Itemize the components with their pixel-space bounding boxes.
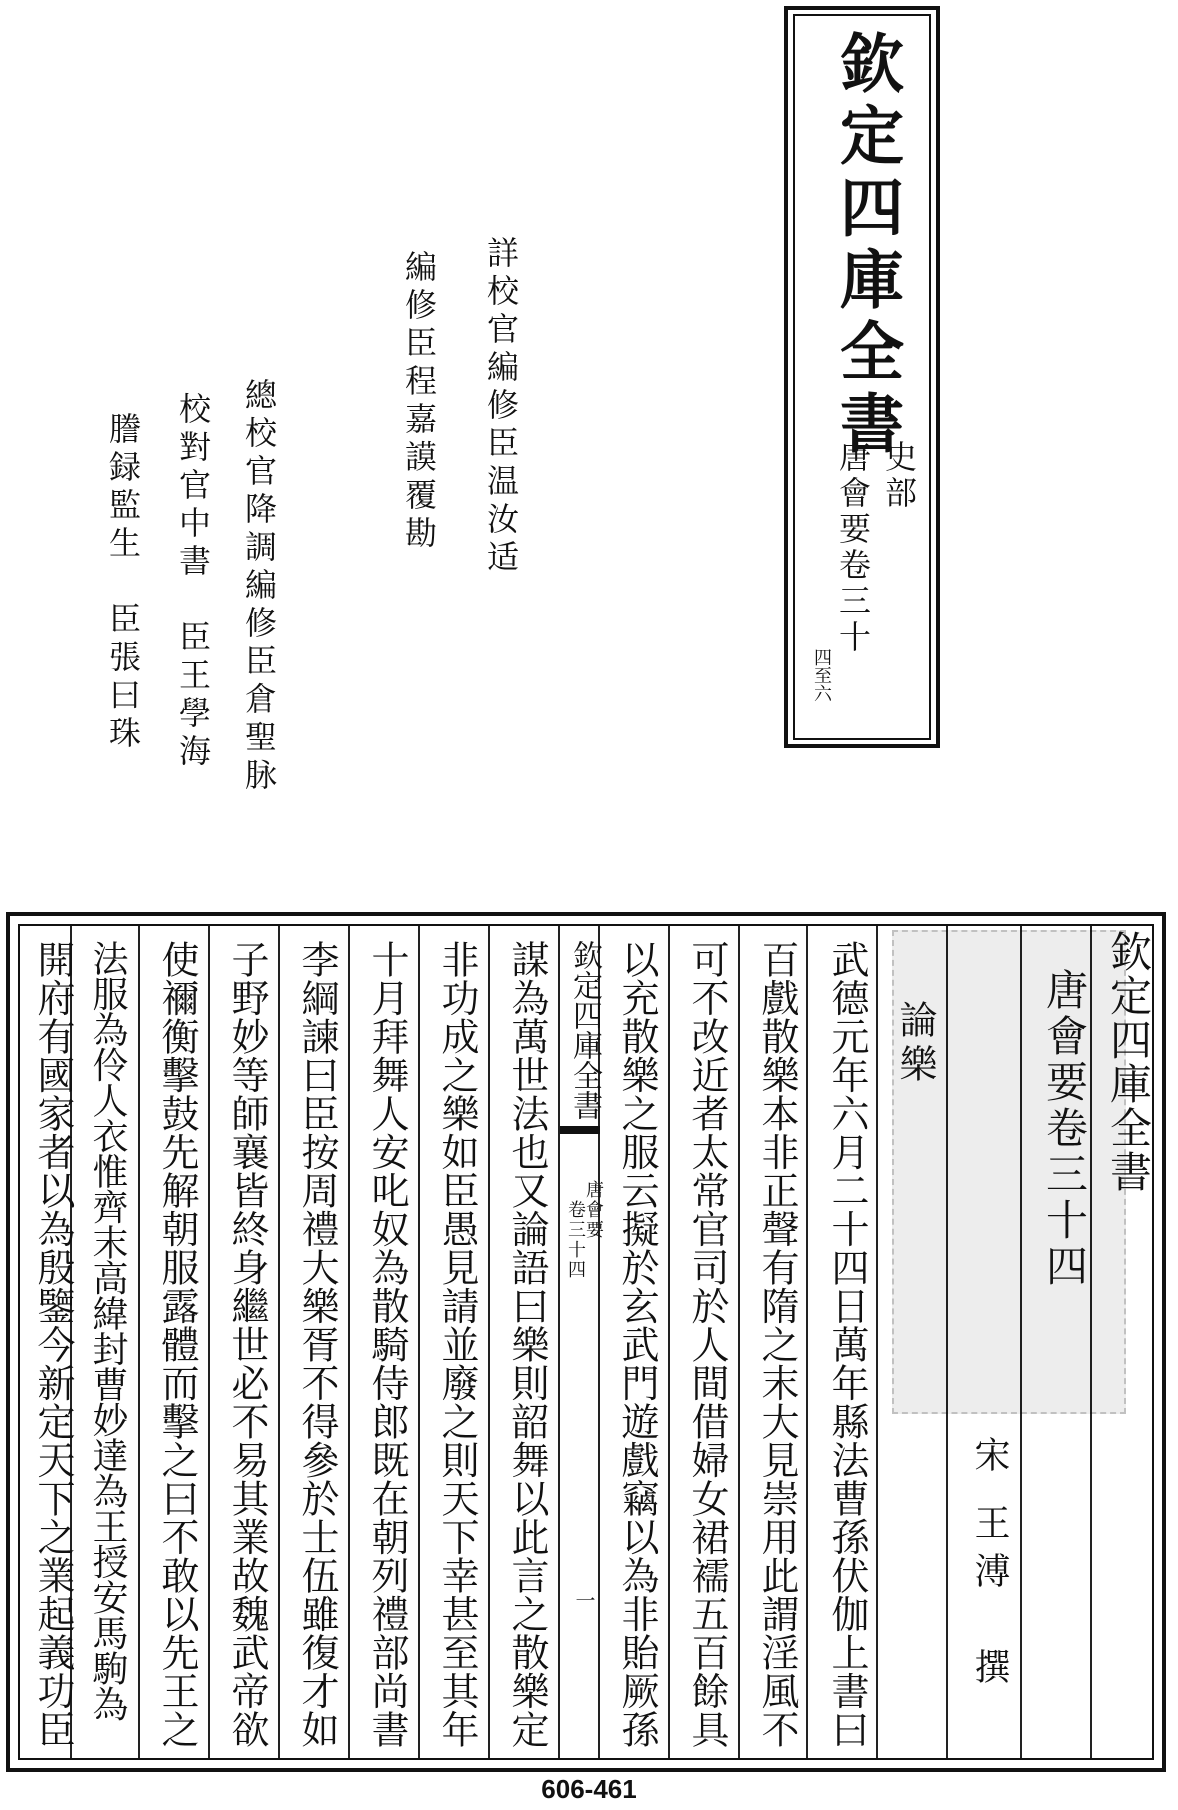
column-rule (738, 926, 740, 1758)
text-line-9: 子野妙等師襄皆終身繼世必不易其業故魏武帝欲 (225, 940, 269, 1749)
center-book-title: 唐會要 (583, 1180, 604, 1240)
author-dynasty: 宋 (969, 1436, 1010, 1472)
column-rule (668, 926, 670, 1758)
column-rule (488, 926, 490, 1758)
cover-category: 史部 (880, 440, 918, 512)
column-rule (348, 926, 350, 1758)
cover-title: 欽定四庫全書 (829, 30, 904, 462)
cover-book-title: 唐會要卷三十 (834, 440, 872, 656)
column-rule (558, 926, 560, 1758)
text-line-7: 十月拜舞人安叱奴為散騎侍郎既在朝列禮部尚書 (365, 940, 409, 1749)
column-rule (278, 926, 280, 1758)
page-volume-title: 唐會要卷三十四 (1040, 968, 1089, 1290)
column-rule (806, 926, 808, 1758)
cover-credit-2: 編修臣程嘉謨覆勘 (400, 250, 438, 554)
cover-credit-4: 校對官中書 臣王學海 (174, 392, 212, 772)
center-page-number: 一 (572, 1590, 596, 1612)
text-line-12: 開府有國家者以為殷鑒今新定天下之業起義功臣 (31, 940, 75, 1749)
center-divider (560, 1126, 600, 1134)
cover-credit-1: 詳校官編修臣温汝适 (482, 236, 520, 578)
text-line-5: 謀為萬世法也又論語曰樂則韶舞以此言之散樂定 (505, 940, 549, 1749)
column-rule (208, 926, 210, 1758)
column-rule (876, 926, 878, 1758)
text-line-6: 非功成之樂如臣愚見請並廢之則天下幸甚至其年 (435, 940, 479, 1749)
column-rule (138, 926, 140, 1758)
text-line-3: 可不改近者太常官司於人間借婦女裙襦五百餘具 (685, 940, 729, 1749)
author-name: 王溥 撰 (969, 1504, 1010, 1696)
center-series-title: 欽定四庫全書 (567, 940, 602, 1120)
cover-credit-3: 總校官降調編修臣倉聖脉 (240, 378, 278, 796)
page-series-title: 欽定四庫全書 (1104, 930, 1153, 1194)
text-line-2: 百戲散樂本非正聲有隋之末大見崇用此謂淫風不 (755, 940, 799, 1749)
cover-credit-5: 謄録監生 臣張曰珠 (104, 412, 142, 754)
text-line-11: 法服為伶人衣惟齊末高緯封曹妙達為王授安馬駒為 (87, 940, 128, 1721)
text-line-4: 以充散樂之服云擬於玄武門遊戲竊以為非貽厥孫 (615, 940, 659, 1749)
column-rule (418, 926, 420, 1758)
text-line-1: 武德元年六月二十四日萬年縣法曹孫伏伽上書曰 (825, 940, 869, 1749)
cover-volume-note: 四至六 (811, 648, 832, 702)
section-heading: 論樂 (893, 1000, 937, 1088)
text-line-10: 使禰衡擊鼓先解朝服露體而擊之曰不敢以先王之 (155, 940, 199, 1749)
page-footer-number: 606-461 (541, 1774, 637, 1804)
text-line-8: 李綱諫曰臣按周禮大樂胥不得參於士伍雖復才如 (295, 940, 339, 1749)
center-volume: 卷三十四 (565, 1200, 586, 1280)
